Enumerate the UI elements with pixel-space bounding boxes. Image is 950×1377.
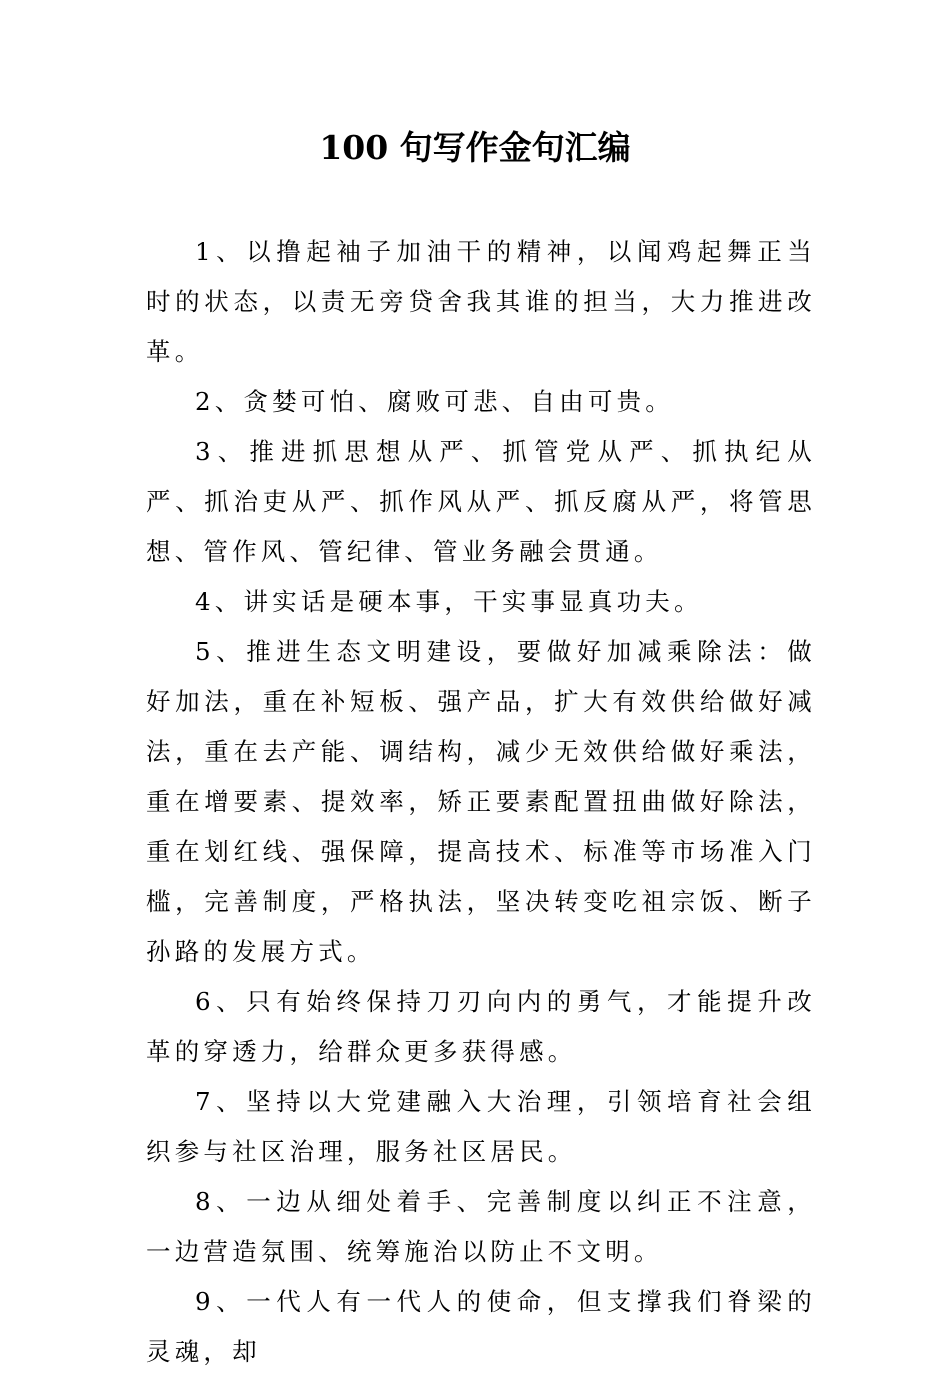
paragraph-4: 4、讲实话是硬本事，干实事显真功夫。 — [195, 587, 703, 616]
paragraph-2: 2、贪婪可怕、腐败可悲、自由可贵。 — [195, 387, 674, 416]
paragraph-7: 7、坚持以大党建融入大治理，引领培育社会组织参与社区治理，服务社区居民。 — [146, 1087, 816, 1166]
document-body — [146, 227, 816, 1377]
document-title: 100 句写作金句汇编 — [319, 128, 631, 167]
paragraph-9: 9、一代人有一代人的使命，但支撑我们脊梁的灵魂，却 — [146, 1287, 816, 1366]
paragraph-6: 6、只有始终保持刀刃向内的勇气，才能提升改革的穿透力，给群众更多获得感。 — [146, 987, 816, 1066]
paragraph-8: 8、一边从细处着手、完善制度以纠正不注意，一边营造氛围、统筹施治以防止不文明。 — [146, 1187, 816, 1266]
paragraph-3: 3、推进抓思想从严、抓管党从严、抓执纪从严、抓治吏从严、抓作风从严、抓反腐从严，将管思想、管作风、管纪律、管业务融会贯通。 — [146, 437, 816, 566]
paragraph-5: 5、推进生态文明建设，要做好加减乘除法：做好加法，重在补短板、强产品，扩大有效供给做好减法，重在去产能、调结构，减少无效供给做好乘法，重在增要素、提效率，矫正要素配置扭曲做好除法，重在划红线、强保障，提高技术、标准等市场准入门槛，完善制度，严格执法，坚决转变吃祖宗饭、断子孙路的发展方式。 — [146, 637, 816, 966]
paragraph-1: 1、以撸起袖子加油干的精神，以闻鸡起舞正当时的状态，以责无旁贷舍我其谁的担当，大力推进改革。 — [146, 237, 816, 366]
